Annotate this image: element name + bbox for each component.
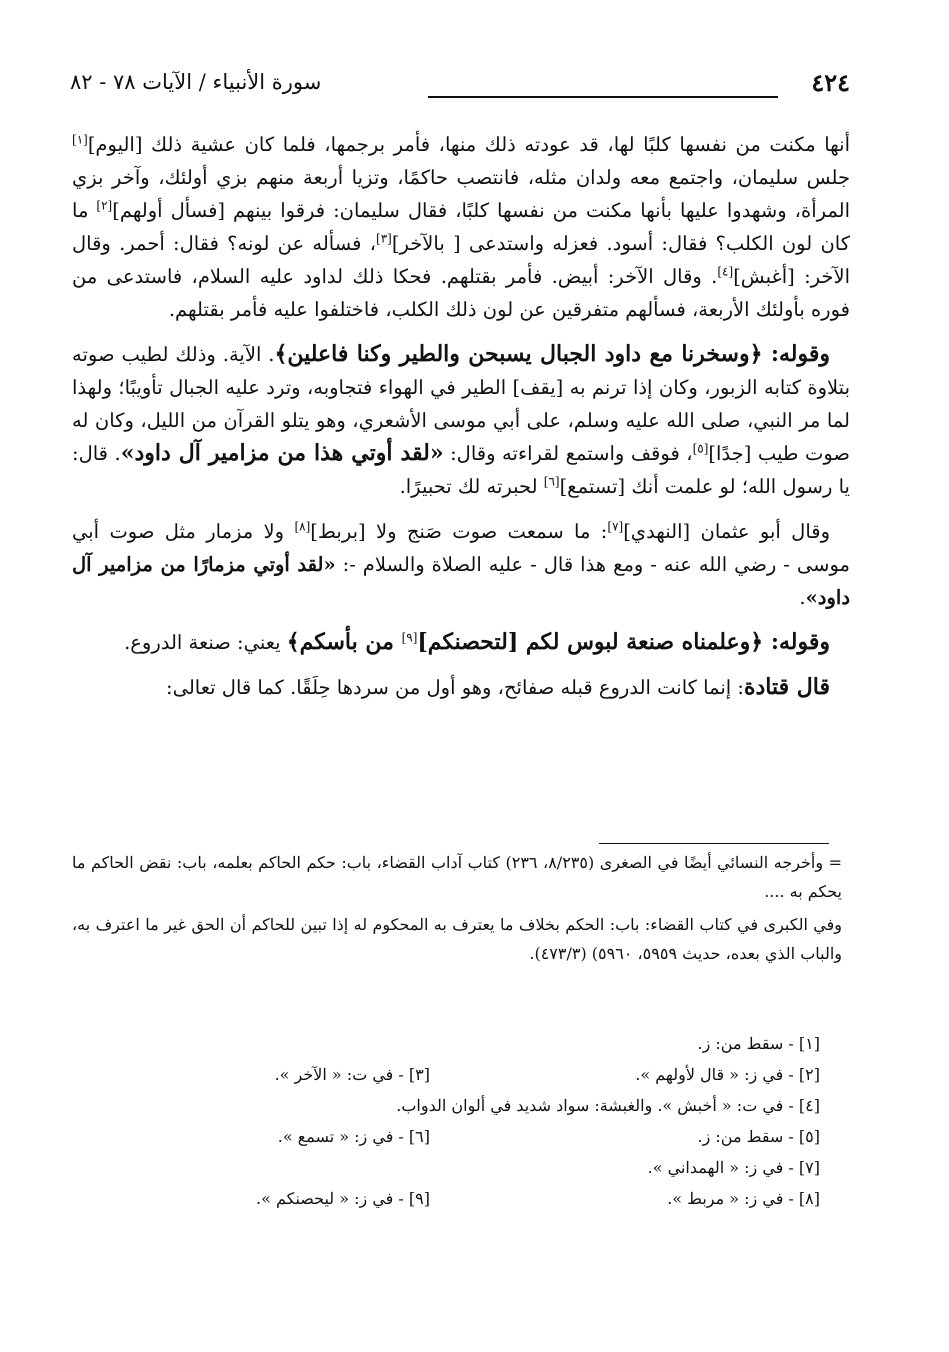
bracketed-text: [جدًا] xyxy=(708,442,752,465)
paragraph-1 xyxy=(72,128,850,326)
footnote-ref-5[interactable]: [٥] xyxy=(692,441,709,456)
footnote-ref-6[interactable]: [٦] xyxy=(543,474,560,489)
footnote-ref-1[interactable]: [١] xyxy=(72,132,88,147)
text-run: ما كان لون الكلب؟ فقال: أسود. فعزله واستدعى [ xyxy=(72,199,850,255)
footnote-5: [٥] - سقط من: ز. xyxy=(697,1127,820,1146)
narrator-lead: قال قتادة xyxy=(743,674,830,700)
bracketed-text: [اليوم] xyxy=(87,133,143,156)
text-run: أنها مكنت من نفسها كلبًا لها، قد عودته ذلك منها، فأمر برجمها، فلما كان عشية ذلك xyxy=(142,133,850,156)
footnote-6: [٦] - في ز: « تسمع ». xyxy=(277,1127,430,1146)
footnote-8: [٨] - في ز: « مربط ». xyxy=(667,1189,820,1208)
header-rule xyxy=(428,96,778,98)
continuation-line: = وأخرجه النسائي أيضًا في الصغرى (٨/٢٣٥، ٢٣٦) كتاب آداب القضاء، باب: حكم الحاكم بعلمه، باب: نقض الحاكم ما يحكم به .... xyxy=(72,853,843,901)
main-text xyxy=(72,128,850,704)
text-run: ولا مزمار مثل صوت أبي موسى - رضي الله عنه - ومع هذا قال - عليه الصلاة والسلام -: xyxy=(72,520,850,576)
paragraph-2 xyxy=(72,338,850,503)
note-row xyxy=(100,1152,820,1183)
paragraph-4 xyxy=(72,626,850,659)
text-run: لحبرته لك تحبيرًا. xyxy=(399,475,544,498)
footnote-ref-2[interactable]: [٢] xyxy=(96,198,113,213)
running-title: سورة الأنبياء / الآيات ٧٨ - ٨٢ xyxy=(70,70,322,94)
text-run: وقال أبو عثمان xyxy=(690,520,831,543)
footnote-7: [٧] - في ز: « الهمداني ». xyxy=(647,1158,820,1177)
bracketed-text: [بربط] xyxy=(310,520,366,543)
verse-lead: وقوله: xyxy=(762,341,830,367)
quran-verse: ﴿وعلمناه صنعة لبوس لكم [لتحصنكم] xyxy=(417,629,764,655)
paragraph-5 xyxy=(72,671,850,704)
page-number: ٤٢٤ xyxy=(811,68,850,97)
variant-notes xyxy=(100,1028,820,1214)
bracketed-text: [تستمع] xyxy=(559,475,626,498)
bracketed-text: [فسأل أولهم] xyxy=(112,199,226,222)
text-run: . وقال الآخر: أبيض. فأمر بقتلهم. فحكا ذلك لداود عليه السلام، فاستدعى من فوره بأولئك الأربعة، فسألهم متفرقين عن لون ذلك الكلب، فاختلفوا عليه فأمر بقتلهم. xyxy=(72,265,850,321)
footnote-9: [٩] - في ز: « ليحصنكم ». xyxy=(256,1189,430,1208)
text-run: ، فوقف واستمع لقراءته وقال: xyxy=(443,442,693,465)
bracketed-text: [النهدي] xyxy=(623,520,691,543)
footnote-1: [١] - سقط من: ز. xyxy=(697,1034,820,1053)
note-row xyxy=(100,1028,820,1059)
footnote-ref-4[interactable]: [٤] xyxy=(717,264,734,279)
footnote-ref-3[interactable]: [٣] xyxy=(376,231,392,246)
text-run: : إنما كانت الدروع قبله صفائح، وهو أول من سردها حِلَقًا. كما قال تعالى: xyxy=(166,676,744,699)
note-row xyxy=(100,1059,820,1090)
paragraph-3 xyxy=(72,515,850,614)
note-row xyxy=(100,1090,820,1121)
hadith-quote: «لقد أوتي هذا من مزامير آل داود» xyxy=(120,440,444,466)
continuation-line: وفي الكبرى في كتاب القضاء: باب: الحكم بخلاف ما يعترف به المحكوم له إذا تبين للحاكم أن الحق غير ما اعترف به، والباب الذي بعده، حديث ٥٩٥٩، ٥٩٦٠) (٤٧٣/٣). xyxy=(72,915,842,963)
footnote-4: [٤] - في ت: « أخبش ». والغبشة: سواد شديد في ألوان الدواب. xyxy=(396,1096,820,1115)
quran-verse: من بأسكم﴾ xyxy=(286,629,402,655)
text-run: يعني: صنعة الدروع. xyxy=(124,631,287,654)
note-row xyxy=(100,1121,820,1152)
text-run: . قال: يا رسول الله؛ لو علمت أنك xyxy=(72,442,850,498)
text-run: : ما سمعت صوت صَنج ولا xyxy=(365,520,608,543)
footnote-ref-7[interactable]: [٧] xyxy=(607,519,624,534)
verse-lead: وقوله: xyxy=(763,629,830,655)
footnote-3: [٣] - في ت: « الآخر ». xyxy=(274,1065,430,1084)
text-run: ، فسأله عن لونه؟ فقال: أحمر. وقال الآخر: xyxy=(72,232,851,288)
text-run: . الآية. وذلك لطيب صوته بتلاوة كتابه الزبور، وكان إذا ترنم به [يقف] الطير في الهواء فتجاوبه، وترد عليه الجبال تأويبًا؛ ولهذا لما مر النبي، صلى الله عليه وسلم، على أبي موسى الأشعري، وهو يتلو القرآن من الليل، وكان له صوت طيب xyxy=(72,343,850,465)
footnote-ref-9[interactable]: [٩] xyxy=(401,630,418,645)
text-run: جلس سليمان، واجتمع معه ولدان مثله، فانتصب حاكمًا، وتزيا أربعة منهم بزي أولئك، وآخر بزي المرأة، وشهدوا عليها بأنها مكنت من نفسها كلبًا، فقال سليمان: فرقوا بينهم xyxy=(72,166,851,222)
text-run: . xyxy=(799,586,806,609)
footnote-rule xyxy=(599,843,829,844)
footnote-2: [٢] - في ز: « قال لأولهم ». xyxy=(635,1065,820,1084)
note-row xyxy=(100,1183,820,1214)
page-header xyxy=(70,68,850,108)
footnote-ref-8[interactable]: [٨] xyxy=(294,519,311,534)
quran-verse: ﴿وسخرنا مع داود الجبال يسبحن والطير وكنا فاعلين﴾ xyxy=(274,341,763,367)
bracketed-text: بالآخر] xyxy=(391,232,445,255)
hadith-quote: «لقد أوتي مزمارًا من مزامير آل داود» xyxy=(72,553,850,609)
bracketed-text: [أغبش] xyxy=(733,265,795,288)
footnote-continuation xyxy=(72,848,842,968)
